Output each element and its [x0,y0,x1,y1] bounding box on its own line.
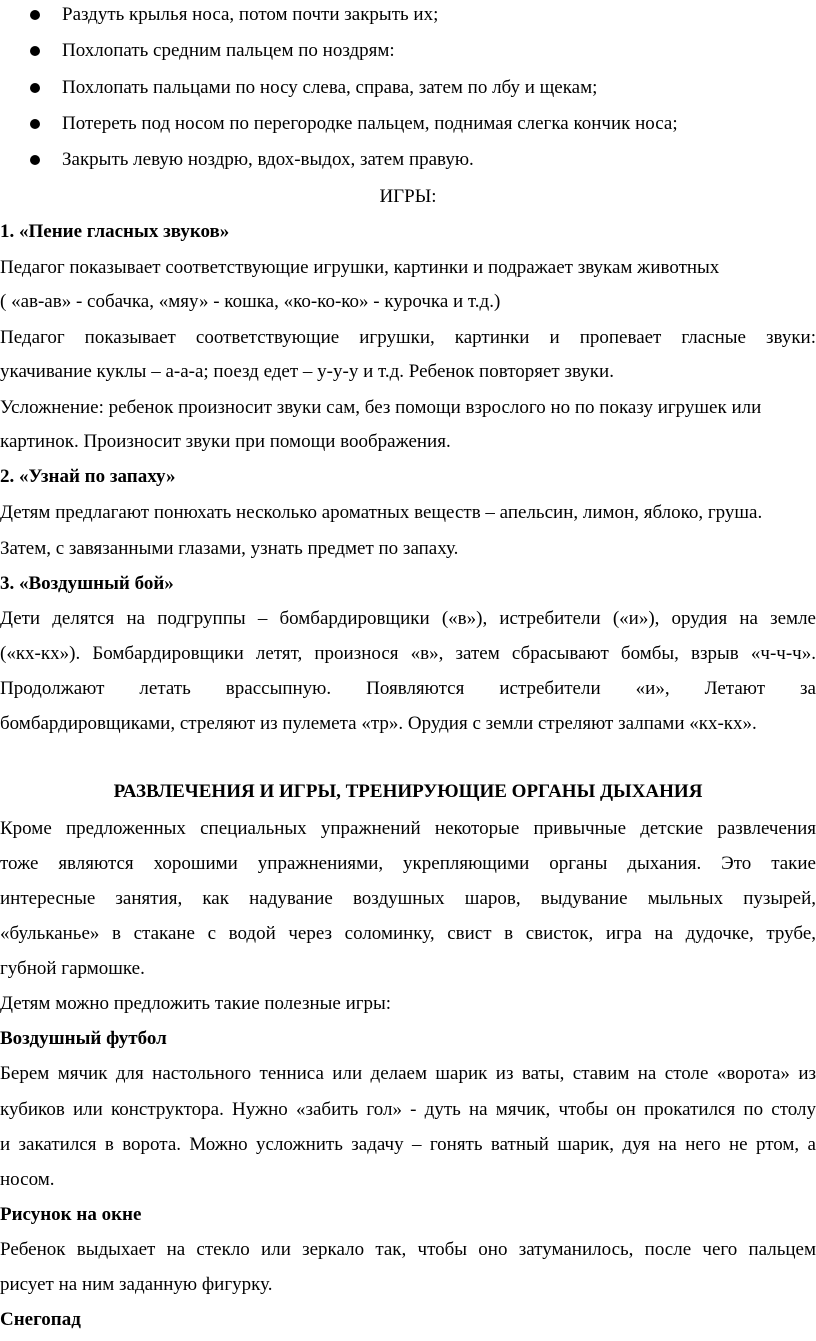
paragraph-line: ( «ав-ав» - собачка, «мяу» - кошка, «ко-ко-ко» - курочка и т.д.) [0,291,501,312]
paragraph-line: кубиков или конструктора. Нужно «забить гол» - дуть на мячик, чтобы он прокатился по столу [0,1099,816,1120]
bullet-icon [30,10,40,20]
paragraph-line: носом. [0,1169,55,1190]
paragraph-line: и закатился в ворота. Можно усложнить задачу – гонять ватный шарик, дуя на него не ртом, а [0,1134,816,1155]
paragraph-line: («кх-кх»). Бомбардировщики летят, произнося «в», затем сбрасывают бомбы, взрыв «ч-ч-ч». [0,643,816,664]
paragraph-line: Педагог показывает соответствующие игрушки, картинки и подражает звукам животных [0,257,720,278]
bullet-item: Закрыть левую ноздрю, вдох-выдох, затем правую. [62,149,474,170]
paragraph-line: Детям предлагают понюхать несколько ароматных веществ – апельсин, лимон, яблоко, груша. [0,502,763,523]
game-title: 1. «Пение гласных звуков» [0,221,230,242]
game-title: 3. «Воздушный бой» [0,573,174,594]
paragraph-line: картинок. Произносит звуки при помощи воображения. [0,431,451,452]
bullet-icon [30,119,40,129]
paragraph-line: Ребенок выдыхает на стекло или зеркало так, чтобы оно затуманилось, после чего пальцем [0,1239,816,1260]
bullet-icon [30,155,40,165]
bullet-item: Похлопать пальцами по носу слева, справа, затем по лбу и щекам; [62,77,598,98]
paragraph-line: Затем, с завязанными глазами, узнать предмет по запаху. [0,538,459,559]
game-title: Рисунок на окне [0,1204,142,1225]
paragraph-line: Усложнение: ребенок произносит звуки сам, без помощи взрослого но по показу игрушек или [0,397,762,418]
games-heading: ИГРЫ: [379,186,437,207]
bullet-item: Похлопать средним пальцем по ноздрям: [62,40,395,61]
paragraph-line: укачивание куклы – а-а-а; поезд едет – у-у-у и т.д. Ребенок повторяет звуки. [0,361,614,382]
bullet-icon [30,46,40,56]
paragraph-line: Педагог показывает соответствующие игрушки, картинки и пропевает гласные звуки: [0,327,816,348]
paragraph-line: губной гармошке. [0,958,145,979]
paragraph-line: Продолжают летать врассыпную. Появляются истребители «и», Летают за [0,678,816,699]
bullet-icon [30,83,40,93]
bullet-item: Потереть под носом по перегородке пальцем, поднимая слегка кончик носа; [62,113,678,134]
game-title: Воздушный футбол [0,1028,167,1049]
game-title: 2. «Узнай по запаху» [0,466,176,487]
paragraph-line: тоже являются хорошими упражнениями, укрепляющими органы дыхания. Это такие [0,853,816,874]
paragraph-line: Детям можно предложить такие полезные игры: [0,993,392,1014]
paragraph-line: Берем мячик для настольного тенниса или делаем шарик из ваты, ставим на столе «ворота» из [0,1063,816,1084]
bullet-item: Раздуть крылья носа, потом почти закрыть их; [62,4,439,25]
paragraph-line: рисует на ним заданную фигурку. [0,1274,273,1295]
section-heading: РАЗВЛЕЧЕНИЯ И ИГРЫ, ТРЕНИРУЮЩИЕ ОРГАНЫ ДЫХАНИЯ [113,781,703,802]
paragraph-line: «бульканье» в стакане с водой через соломинку, свист в свисток, игра на дудочке, трубе, [0,923,816,944]
paragraph-line: бомбардировщиками, стреляют из пулемета «тр». Орудия с земли стреляют залпами «кх-кх». [0,713,757,734]
game-title: Снегопад [0,1309,81,1330]
paragraph-line: интересные занятия, как надувание воздушных шаров, выдувание мыльных пузырей, [0,888,816,909]
paragraph-line: Кроме предложенных специальных упражнений некоторые привычные детские развлечения [0,818,816,839]
paragraph-line: Дети делятся на подгруппы – бомбардировщики («в»), истребители («и»), орудия на земле [0,608,816,629]
